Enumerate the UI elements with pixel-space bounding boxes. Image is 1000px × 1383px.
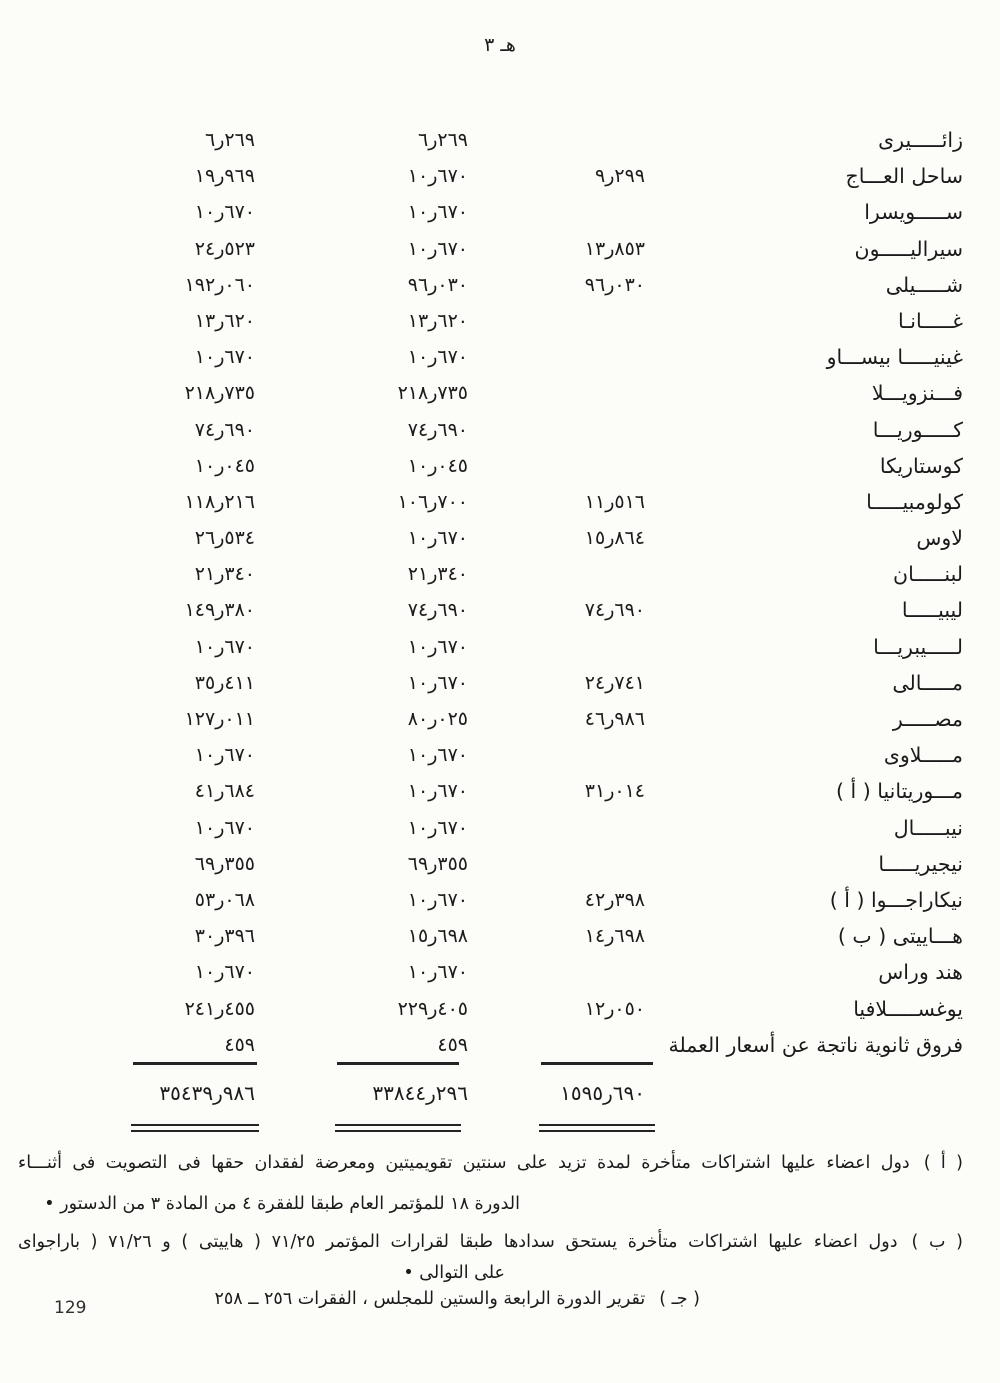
amount-col2: ١٠ر٦٧٠ bbox=[407, 961, 468, 984]
amount-col1 bbox=[498, 810, 663, 846]
totals-rule-total bbox=[133, 1062, 257, 1065]
amount-total: ٦٩ر٣٥٥ bbox=[194, 852, 255, 875]
amount-col2: ١٥ر٦٩٨ bbox=[407, 925, 468, 948]
amount-col1 bbox=[498, 846, 663, 882]
amount-total: ٧٤ر٦٩٠ bbox=[194, 418, 255, 441]
totals-rule-col2 bbox=[337, 1062, 459, 1065]
amount-col2: ٩٦ر٠٣٠ bbox=[407, 273, 468, 296]
amount-col1 bbox=[498, 556, 663, 592]
footnote-b-line1 bbox=[18, 1231, 963, 1255]
amount-total: ٥٣ر٠٦٨ bbox=[194, 888, 255, 911]
country-name: كـــــوريـــا bbox=[872, 417, 963, 442]
amount-total: ٢١٨ر٧٣٥ bbox=[184, 382, 255, 405]
country-name: فروق ثانوية ناتجة عن أسعار العملة bbox=[668, 1032, 963, 1057]
amount-total: ٦ر٢٦٩ bbox=[205, 129, 255, 151]
footnote-b-marker: ( ب ) bbox=[911, 1232, 963, 1252]
amount-col2: ١٠ر٦٧٠ bbox=[407, 744, 468, 767]
amount-col2: ١٠ر٦٧٠ bbox=[407, 346, 468, 369]
amount-col2: ١٠ر٦٧٠ bbox=[407, 671, 468, 694]
amount-total: ١٠ر٦٧٠ bbox=[194, 201, 255, 224]
amount-total: ٤٥٩ bbox=[224, 1033, 255, 1056]
country-name: فـــنزويـــلا bbox=[871, 381, 963, 406]
amount-total: ٤١ر٦٨٤ bbox=[194, 780, 255, 803]
contributions-table bbox=[93, 122, 963, 1063]
amount-total: ٣٠ر٣٩٦ bbox=[194, 925, 255, 948]
amount-col2: ٢١٨ر٧٣٥ bbox=[397, 382, 468, 405]
amount-col1: ٢٤ر٧٤١ bbox=[584, 671, 645, 694]
amount-col2: ٦ر٢٦٩ bbox=[418, 129, 468, 151]
amount-col1: ١٢ر٠٥٠ bbox=[584, 997, 645, 1020]
annex-label: هـ ٣ bbox=[484, 34, 516, 56]
amount-col2: ١٠ر٦٧٠ bbox=[407, 165, 468, 188]
double-rule-col2 bbox=[335, 1124, 461, 1132]
country-name: مـــــالى bbox=[892, 670, 963, 695]
amount-col1: ١١ر٥١٦ bbox=[584, 490, 645, 513]
amount-col2: ١٠ر٠٤٥ bbox=[407, 454, 468, 477]
country-name: مـــوريتانيا ( أ ) bbox=[835, 779, 963, 804]
amount-col2: ١٠ر٦٧٠ bbox=[407, 816, 468, 839]
amount-col1: ١٤ر٦٩٨ bbox=[584, 925, 645, 948]
country-name: ليبيـــــا bbox=[901, 598, 963, 623]
amount-col1: ٤٢ر٣٩٨ bbox=[584, 888, 645, 911]
amount-total: ٢٤١ر٤٥٥ bbox=[184, 997, 255, 1020]
grand-total-col2: ٣٣٨٤٤ر٢٩٦ bbox=[372, 1081, 468, 1105]
country-name: كوستاريكا bbox=[879, 453, 963, 478]
amount-col2: ٢٢٩ر٤٠٥ bbox=[397, 997, 468, 1020]
amount-col2: ١٠ر٦٧٠ bbox=[407, 780, 468, 803]
amount-total: ١٩ر٩٦٩ bbox=[194, 165, 255, 188]
amount-total: ١٩٢ر٠٦٠ bbox=[184, 273, 255, 296]
amount-total: ١٠ر٦٧٠ bbox=[194, 635, 255, 658]
amount-col1 bbox=[498, 1027, 663, 1063]
footnote-a-marker: ( أ ) bbox=[923, 1153, 963, 1173]
footnote-b-line2: على التوالى • bbox=[403, 1263, 505, 1283]
footnote-c-text: تقرير الدورة الرابعة والستين للمجلس ، الفقرات ٢٥٦ ــ ٢٥٨ bbox=[214, 1289, 646, 1309]
amount-total: ١١٨ر٢١٦ bbox=[184, 490, 255, 513]
amount-col2: ٦٩ر٣٥٥ bbox=[407, 852, 468, 875]
amount-total: ١٠ر٦٧٠ bbox=[194, 816, 255, 839]
amount-total: ١٠ر٦٧٠ bbox=[194, 744, 255, 767]
amount-col1 bbox=[498, 375, 663, 411]
amount-col1: ١٥ر٨٦٤ bbox=[584, 527, 645, 550]
amount-col1 bbox=[498, 737, 663, 773]
country-name: غـــــانـا bbox=[898, 308, 963, 333]
country-name: لبنـــــان bbox=[893, 562, 963, 587]
amount-col2: ١٠ر٦٧٠ bbox=[407, 201, 468, 224]
country-name: هـــاييتى ( ب ) bbox=[837, 924, 963, 949]
country-name: شـــــيلى bbox=[885, 272, 963, 297]
amount-total: ١٠ر٦٧٠ bbox=[194, 346, 255, 369]
country-name: ســـــويسرا bbox=[864, 200, 963, 225]
amount-col2: ٧٤ر٦٩٠ bbox=[407, 418, 468, 441]
amount-col2: ٧٤ر٦٩٠ bbox=[407, 599, 468, 622]
country-name: غينيـــــا بيســـاو bbox=[826, 345, 963, 370]
amount-total: ١٢٧ر٠١١ bbox=[184, 708, 255, 730]
page-number: 129 bbox=[54, 1298, 87, 1318]
country-name: زائـــــيرى bbox=[878, 128, 963, 152]
country-name: هند وراس bbox=[878, 960, 963, 985]
country-name: سيراليـــــون bbox=[854, 236, 963, 261]
amount-total: ١٣ر٦٢٠ bbox=[194, 309, 255, 332]
double-rule-total bbox=[131, 1124, 259, 1132]
amount-total: ١٠ر٠٤٥ bbox=[194, 454, 255, 477]
country-name: لـــــيبريـــا bbox=[873, 634, 963, 659]
footnote-a-line1 bbox=[18, 1152, 963, 1176]
amount-col2: ١٠ر٦٧٠ bbox=[407, 888, 468, 911]
amount-col1 bbox=[498, 339, 663, 375]
country-name: يوغســـــلافيا bbox=[853, 996, 963, 1021]
amount-col2: ٢١ر٣٤٠ bbox=[407, 563, 468, 586]
amount-col2: ٤٥٩ bbox=[437, 1033, 468, 1056]
footnote-a-text: دول اعضاء عليها اشتراكات متأخرة لمدة تزيد على سنتين تقويميتين ومعرضة لفقدان حقها فى التصويت فى أثنـــاء bbox=[18, 1153, 910, 1173]
footnote-c-line bbox=[214, 1288, 700, 1312]
amount-col1 bbox=[498, 122, 663, 158]
double-rule-col1 bbox=[539, 1124, 655, 1132]
amount-total: ٢٦ر٥٣٤ bbox=[194, 527, 255, 550]
country-name: كولومبيـــــا bbox=[866, 489, 963, 514]
amount-col1 bbox=[498, 629, 663, 665]
amount-col1 bbox=[498, 954, 663, 990]
amount-total: ٢٤ر٥٢٣ bbox=[194, 237, 255, 260]
amount-total: ٣٥ر٤١١ bbox=[194, 671, 255, 694]
amount-total: ٢١ر٣٤٠ bbox=[194, 563, 255, 586]
country-name: نيبـــــال bbox=[893, 815, 963, 840]
amount-total: ١٤٩ر٣٨٠ bbox=[184, 599, 255, 622]
amount-col2: ١٠٦ر٧٠٠ bbox=[397, 490, 468, 513]
amount-col1 bbox=[498, 412, 663, 448]
amount-col1: ١٣ر٨٥٣ bbox=[584, 237, 645, 260]
amount-col1: ٩٦ر٠٣٠ bbox=[584, 273, 645, 296]
amount-col1: ٤٦ر٩٨٦ bbox=[584, 708, 645, 730]
amount-col1 bbox=[498, 303, 663, 339]
amount-col2: ١٠ر٦٧٠ bbox=[407, 527, 468, 550]
amount-col1 bbox=[498, 448, 663, 484]
amount-col2: ٨٠ر٠٢٥ bbox=[407, 708, 468, 730]
amount-col1: ٧٤ر٦٩٠ bbox=[584, 599, 645, 622]
footnote-a-line2: الدورة ١٨ للمؤتمر العام طبقا للفقرة ٤ من المادة ٣ من الدستور • bbox=[44, 1194, 520, 1214]
amount-col2: ١٣ر٦٢٠ bbox=[407, 309, 468, 332]
country-name: نيكاراجـــوا ( أ ) bbox=[829, 887, 963, 912]
footnote-b-text: دول اعضاء عليها اشتراكات متأخرة يستحق سدادها طبقا لقرارات المؤتمر ٧١/٢٥ ( هاييتى ) و ٧١/٢٦ ( باراجواى bbox=[18, 1232, 898, 1252]
amount-col1: ٩ر٢٩٩ bbox=[595, 165, 645, 188]
amount-col2: ١٠ر٦٧٠ bbox=[407, 635, 468, 658]
footnote-c-marker: ( جـ ) bbox=[659, 1289, 700, 1309]
country-name: نيجيريـــــا bbox=[878, 851, 963, 876]
amount-col1: ٣١ر٠١٤ bbox=[584, 780, 645, 803]
amount-total: ١٠ر٦٧٠ bbox=[194, 961, 255, 984]
amount-col2: ١٠ر٦٧٠ bbox=[407, 237, 468, 260]
country-name: مـــــلاوى bbox=[883, 743, 963, 768]
amount-col1 bbox=[498, 194, 663, 230]
country-name: لاوس bbox=[916, 526, 963, 551]
grand-total-sum: ٣٥٤٣٩ر٩٨٦ bbox=[159, 1081, 255, 1105]
totals-rule-col1 bbox=[541, 1062, 653, 1065]
grand-total-col1: ١٥٩٥ر٦٩٠ bbox=[560, 1081, 645, 1105]
country-name: ساحل العـــاج bbox=[845, 164, 963, 189]
country-name: مصـــــر bbox=[892, 707, 963, 731]
